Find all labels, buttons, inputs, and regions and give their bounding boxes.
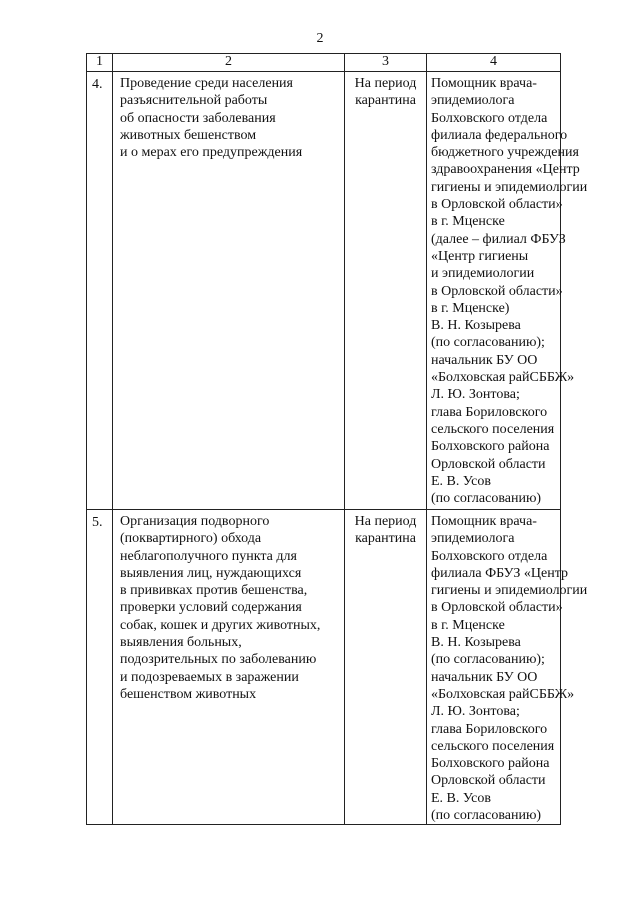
cell-text-line: карантина [355,93,416,109]
cell-text-line: собак, кошек и других животных, [120,617,321,633]
cell-text-line: Организация подворного [120,514,270,529]
cell-text-line: об опасности заболевания [120,110,276,126]
cell-text-line: В. Н. Козырева [431,635,521,651]
cell-text-line: (поквартирного) обхода [120,531,262,547]
cell-text-line: и о мерах его предупреждения [120,145,303,161]
cell-text-line: проверки условий содержания [120,600,302,616]
cell-text-line: в Орловской области» [431,283,563,299]
cell-text-line: сельского поселения [431,738,555,754]
cell-text-line: Орловской области [431,456,546,472]
cell-text-line: разъяснительной работы [120,93,268,109]
cell-text-line: в Орловской области» [431,197,563,213]
cell-text-line: и эпидемиологии [431,266,535,282]
cell-text-line: в г. Мценске [431,214,505,230]
cell-text-line: эпидемиолога [431,93,515,109]
cell-text-line: глава Бориловского [431,404,548,420]
cell-text-line: начальник БУ ОО [431,669,538,685]
cell-text-line: Л. Ю. Зонтова; [431,704,520,720]
cell-text-line: эпидемиолога [431,531,515,547]
measures-table [86,53,588,825]
responsible-cell [427,510,588,825]
cell-text-line: Проведение среди населения [120,76,293,91]
cell-text-line: в г. Мценске) [431,300,510,316]
cell-text-line: Болховского района [431,756,550,772]
event-cell [113,510,345,825]
cell-text-line: «Болховская райСББЖ» [431,370,575,386]
cell-text-line: в прививках против бешенства, [120,583,308,599]
cell-text-line: подозрительных по заболеванию [120,652,317,668]
cell-text-line: На период [354,514,417,529]
cell-text-line: (по согласованию) [431,808,542,824]
row-number: 4. [87,72,113,510]
cell-text-line: (по согласованию); [431,652,545,668]
cell-text-line: Болховского района [431,439,550,455]
period-cell [345,510,427,825]
cell-text-line: животных бешенством [120,127,257,143]
cell-text-line: здравоохранения «Центр [431,162,580,178]
column-header-1: 1 [87,54,113,72]
cell-text-line: сельского поселения [431,421,555,437]
cell-text-line: начальник БУ ОО [431,352,538,368]
cell-text-line: «Центр гигиены [431,248,529,264]
responsible-cell [427,72,588,510]
cell-text-line: в Орловской области» [431,600,563,616]
cell-text-line: филиала федерального [431,127,568,143]
cell-text-line: (далее – филиал ФБУЗ [431,231,566,247]
cell-text-line: (по согласованию); [431,335,545,351]
cell-text-line: Е. В. Усов [431,473,491,489]
cell-text-line: гигиены и эпидемиологии [431,179,588,195]
table-header-row [87,54,561,72]
cell-text-line: выявления больных, [120,635,242,651]
cell-text-line: В. Н. Козырева [431,318,521,334]
cell-text-line: Е. В. Усов [431,790,491,806]
cell-text-line: глава Бориловского [431,721,548,737]
cell-text-line: выявления лиц, нуждающихся [120,565,302,581]
cell-text-line: (по согласованию) [431,491,542,507]
cell-text-line: неблагополучного пункта для [120,548,297,564]
cell-text-line: в г. Мценске [431,617,505,633]
period-cell [345,72,427,510]
cell-text-line: и подозреваемых в заражении [120,669,299,685]
cell-text-line: бешенством животных [120,686,257,702]
event-cell [113,72,345,510]
cell-text-line: Болховского отдела [431,110,548,126]
page-number: 2 [316,31,324,46]
row-number: 5. [87,510,113,825]
table-row [87,510,561,825]
column-header-4: 4 [427,54,561,72]
cell-text-line: «Болховская райСББЖ» [431,686,575,702]
cell-text-line: филиала ФБУЗ «Центр [431,565,569,581]
cell-text-line: гигиены и эпидемиологии [431,583,588,599]
cell-text-line: карантина [355,531,416,547]
column-header-2: 2 [113,54,345,72]
cell-text-line: Орловской области [431,773,546,789]
cell-text-line: Л. Ю. Зонтова; [431,387,520,403]
cell-text-line: На период [354,76,417,91]
table-row [87,72,561,510]
cell-text-line: бюджетного учреждения [431,145,579,161]
cell-text-line: Болховского отдела [431,548,548,564]
cell-text-line: Помощник врача- [431,76,537,91]
column-header-3: 3 [345,54,427,72]
cell-text-line: Помощник врача- [431,514,537,529]
